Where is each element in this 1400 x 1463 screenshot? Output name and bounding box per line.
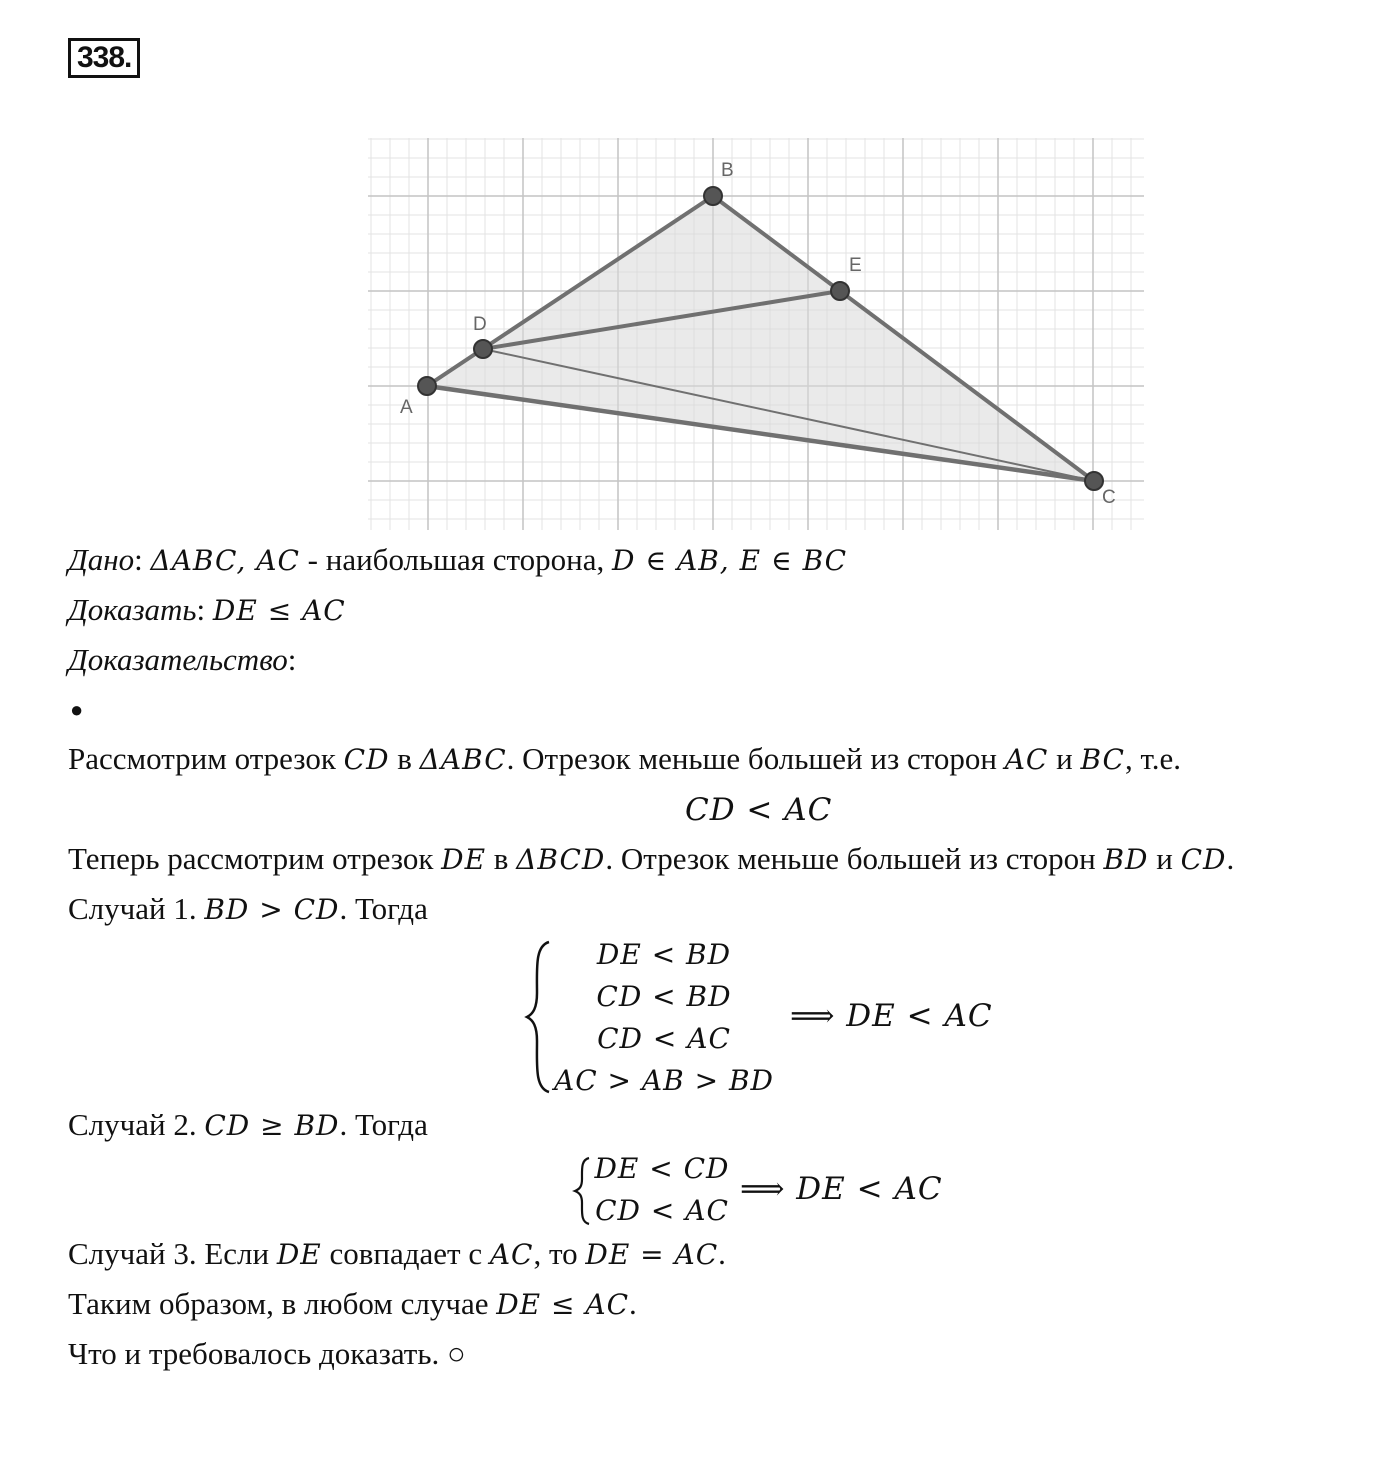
conclusion-line: Таким образом, в любом случае DE ≤ AC. bbox=[68, 1286, 637, 1321]
prove-label: Доказать bbox=[68, 592, 197, 627]
case-3-line: Случай 3. Если DE совпадает с AC, то DE = AC. bbox=[68, 1236, 726, 1271]
label-c: C bbox=[1102, 487, 1116, 508]
system-case-1 bbox=[547, 934, 781, 1102]
case-2-line: Случай 2. CD ≥ BD. Тогда bbox=[68, 1107, 428, 1142]
problem-number: 338. bbox=[68, 38, 140, 78]
system-2-line-2: CD < AC bbox=[595, 1194, 729, 1227]
triangle-figure bbox=[368, 138, 1144, 530]
point-c bbox=[1085, 472, 1103, 490]
label-a: A bbox=[400, 397, 413, 418]
system-1-line-4: AC > AB > BD bbox=[554, 1064, 774, 1097]
paragraph-2: Теперь рассмотрим отрезок DE в ΔBCD. Отрезок меньше большей из сторон BD и CD. bbox=[68, 841, 1235, 876]
label-e: E bbox=[849, 255, 862, 276]
result-case-1: ⟹ DE < AC bbox=[790, 998, 993, 1034]
label-d: D bbox=[473, 314, 487, 335]
system-2-line-1: DE < CD bbox=[594, 1152, 730, 1185]
label-b: B bbox=[721, 160, 734, 181]
given-math-1: ΔABC, AC bbox=[150, 544, 300, 577]
brace-case-2 bbox=[572, 1155, 592, 1227]
system-1-line-2: CD < BD bbox=[596, 980, 732, 1013]
proof-label: Доказательство bbox=[68, 642, 288, 677]
proof-heading: Доказательство: bbox=[68, 642, 297, 677]
system-case-2 bbox=[590, 1148, 734, 1232]
paragraph-1: Рассмотрим отрезок CD в ΔABC. Отрезок меньше большей из сторон AC и BC, т.е. bbox=[68, 741, 1181, 776]
bullet: ● bbox=[70, 697, 84, 722]
system-1-line-3: CD < AC bbox=[597, 1022, 731, 1055]
given-line: Дано: ΔABC, AC - наибольшая сторона, D ∈ AB, E ∈ BC bbox=[68, 542, 848, 577]
result-case-2: ⟹ DE < AC bbox=[740, 1171, 943, 1207]
system-1-line-1: DE < BD bbox=[596, 938, 732, 971]
point-e bbox=[831, 282, 849, 300]
given-math-2: D ∈ AB, E ∈ BC bbox=[612, 544, 848, 577]
case-1-line: Случай 1. BD > CD. Тогда bbox=[68, 891, 428, 926]
point-a bbox=[418, 377, 436, 395]
point-d bbox=[474, 340, 492, 358]
prove-math: DE ≤ AC bbox=[212, 594, 346, 627]
prove-line: Доказать: DE ≤ AC bbox=[68, 592, 346, 627]
equation-cd-ac: CD < AC bbox=[685, 792, 833, 828]
triangle-abc-fill bbox=[427, 196, 1094, 481]
qed-line: Что и требовалось доказать. ○ bbox=[68, 1336, 466, 1371]
point-b bbox=[704, 187, 722, 205]
given-label: Дано bbox=[68, 542, 135, 577]
